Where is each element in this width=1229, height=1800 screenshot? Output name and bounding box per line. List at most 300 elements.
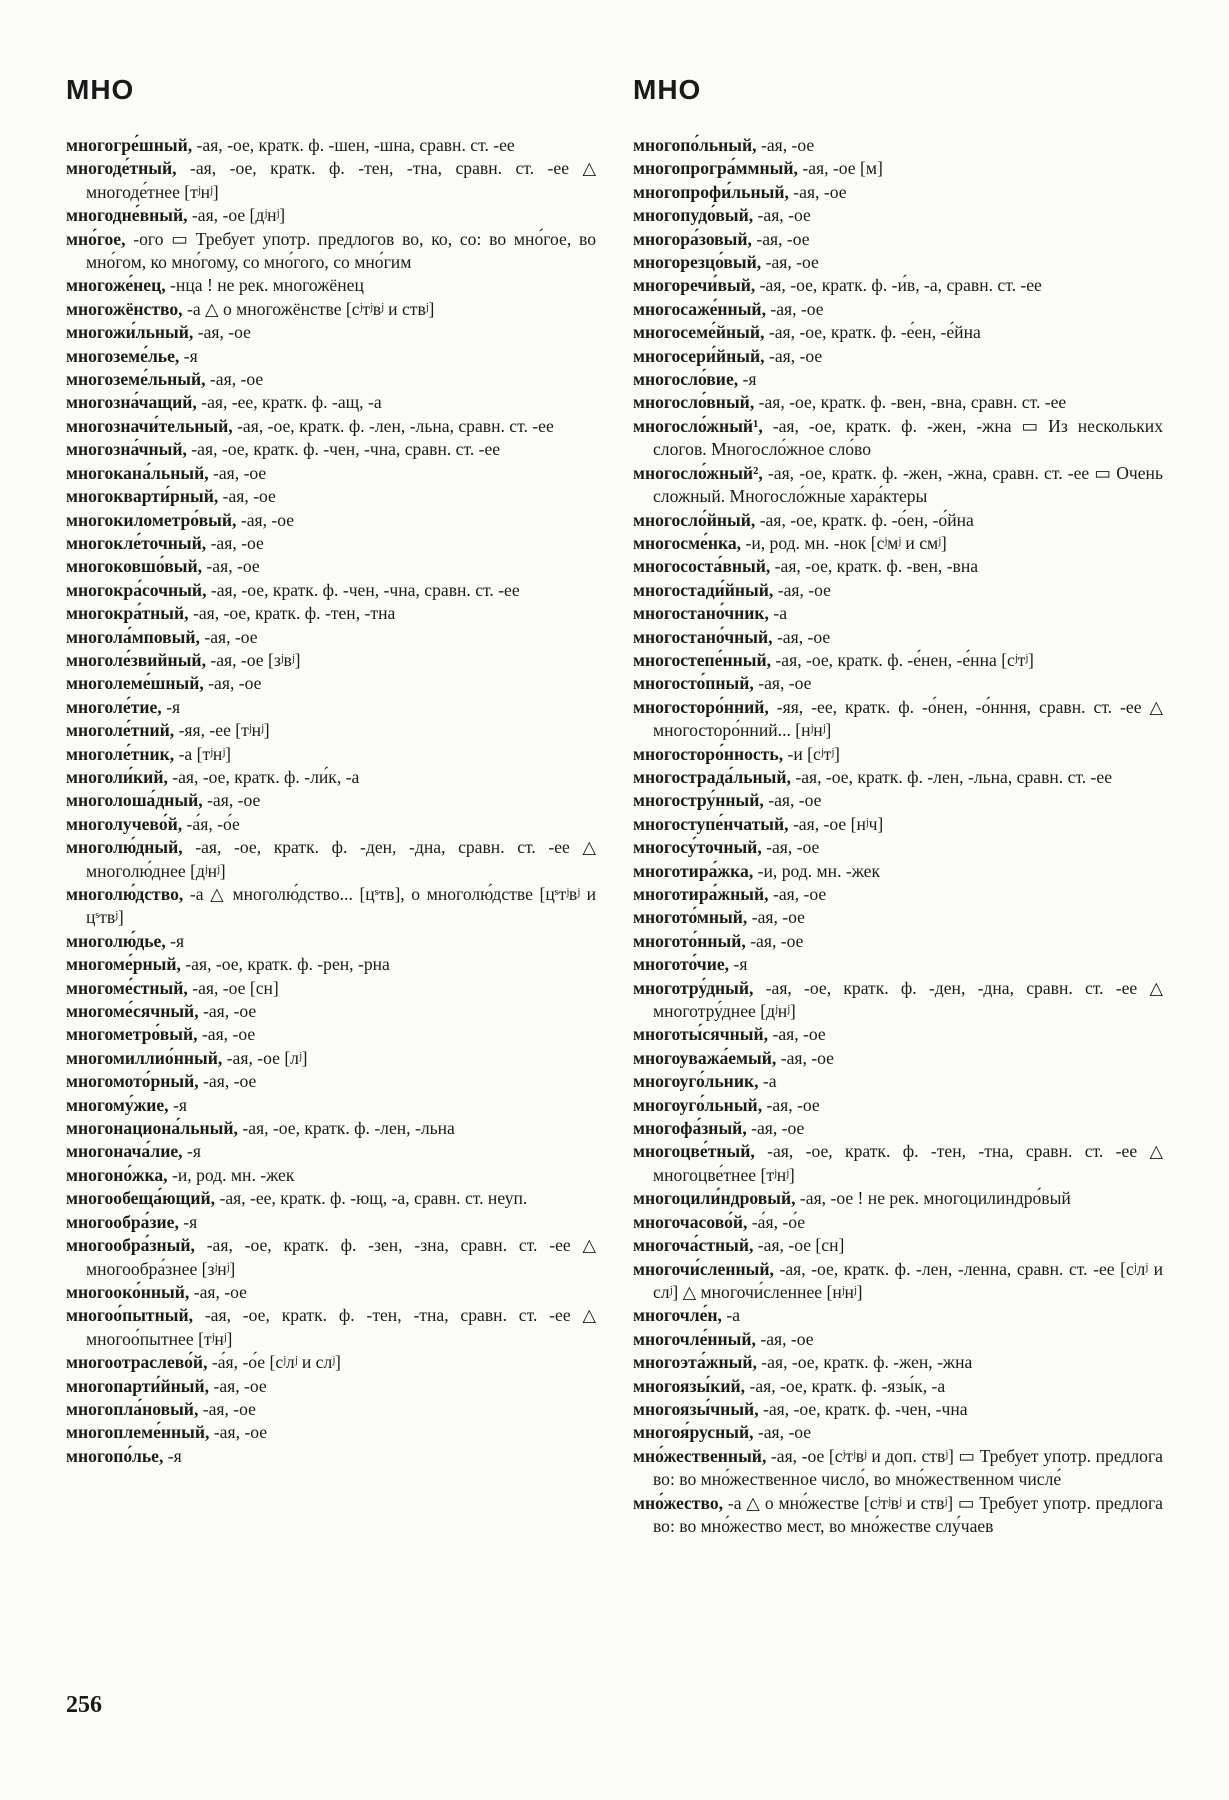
entry-headword: многоде́тный, (66, 158, 177, 179)
dictionary-entry (66, 649, 596, 672)
dictionary-entry (633, 1140, 1163, 1187)
entry-headword: многообеща́ющий, (66, 1188, 216, 1209)
entry-headword: многосло́жный¹, (633, 415, 763, 436)
entry-headword: многоотраслево́й, (66, 1352, 208, 1373)
dictionary-entry (633, 1445, 1163, 1492)
entry-grammar: -ая, -ое, кратк. ф. -жен, -жна (756, 1352, 973, 1373)
entry-grammar: -ая, -ое [сʲтʲвʲ и доп. ствʲ] ▭ Требует употр. предлога во: во мно́жественное число́, во мно́жественном числе́ (653, 1445, 1163, 1490)
entry-headword: многокилометро́вый, (66, 509, 237, 530)
dictionary-entry (633, 1117, 1163, 1140)
dictionary-entry (66, 485, 596, 508)
entry-headword: многоречи́вый, (633, 275, 756, 296)
entry-headword: многожёнство, (66, 298, 183, 319)
dictionary-entry (66, 157, 596, 204)
entry-grammar: -ая, -ое, кратк. ф. -вен, -вна (770, 556, 979, 577)
entry-headword: многофа́зный, (633, 1118, 747, 1139)
dictionary-entry (66, 789, 596, 812)
entry-headword: многоле́тник, (66, 743, 175, 764)
dictionary-entry (633, 1023, 1163, 1046)
entry-grammar: -ая, -ое, кратк. ф. -рен, -рна (180, 954, 390, 975)
entry-headword: многооко́нный, (66, 1281, 190, 1302)
entry-grammar: -ая, -ое (753, 673, 812, 694)
entry-grammar: -я (729, 954, 748, 975)
dictionary-entry (66, 391, 596, 414)
entry-headword: многоме́рный, (66, 954, 181, 975)
entry-grammar: -ая, -ое (747, 907, 805, 928)
entry-headword: многососта́вный, (633, 556, 771, 577)
entry-headword: многосаже́нный, (633, 298, 766, 319)
dictionary-entry (66, 813, 596, 836)
entry-grammar: -яя, -ее, кратк. ф. -о́нен, -о́нння, сравн. ст. -ее △ многосторо́нний... [нʲнʲ] (653, 696, 1163, 741)
dictionary-entry (66, 1281, 596, 1304)
dictionary-entry (633, 883, 1163, 906)
entry-headword: многоязы́кий, (633, 1375, 746, 1396)
entry-headword: многора́зовый, (633, 228, 752, 249)
entry-headword: многостано́чный, (633, 626, 773, 647)
entry-grammar: -ая, -ое (199, 626, 258, 647)
entry-headword: многоле́тний, (66, 720, 175, 741)
dictionary-entry (66, 836, 596, 883)
entry-headword: многокана́льный, (66, 462, 209, 483)
dictionary-entry (66, 1234, 596, 1281)
entry-grammar: -ая, -ое, кратк. ф. -тен, -тна, сравн. ст. -ее △ многоде́тнее [тʲнʲ] (86, 158, 596, 202)
entry-headword: многому́жие, (66, 1094, 169, 1115)
dictionary-entry (633, 1328, 1163, 1351)
entry-headword: многоязы́чный, (633, 1398, 759, 1419)
entry-grammar: -ая, -ое (205, 369, 264, 390)
entry-grammar: -ая, -ое (756, 135, 815, 155)
entry-grammar: -ая, -ое (209, 1422, 268, 1443)
dictionary-entry (66, 672, 596, 695)
entry-headword: многолоша́дный, (66, 790, 203, 811)
entry-grammar: -а △ о мно́жестве [сʲтʲвʲ и ствʲ] ▭ Требует употр. предлога во: во мно́жество мест, во мно́жестве слу́чаев (653, 1492, 1163, 1536)
entry-headword: многометро́вый, (66, 1024, 198, 1045)
dictionary-entry (66, 1398, 596, 1421)
entry-grammar: -ая, -ое ! не рек. многоцилиндро́вый (795, 1188, 1071, 1209)
dictionary-entry (66, 977, 596, 1000)
dictionary-entry (633, 1211, 1163, 1234)
entry-headword: многоме́стный, (66, 977, 188, 998)
entry-headword: многоты́сячный, (633, 1024, 769, 1045)
entry-headword: мно́жественный, (633, 1445, 767, 1466)
dictionary-entry (66, 1304, 596, 1351)
entry-headword: многоо́пытный, (66, 1305, 193, 1326)
entry-headword: многостади́йный, (633, 579, 774, 600)
entry-headword: мно́жество, (633, 1492, 724, 1513)
entry-grammar: -ая, -ое, кратк. ф. -о́ен, -о́йна (755, 509, 974, 530)
entry-headword: многонациона́льный, (66, 1118, 238, 1139)
entry-grammar: -ая, -ее, кратк. ф. -ющ, -а, сравн. ст. неуп. (215, 1188, 528, 1209)
entry-grammar: -ая, -ое, кратк. ф. -лен, -ленна, сравн. ст. -ее [сʲлʲ и слʲ] △ многочи́сленнее [нʲнʲ] (653, 1258, 1163, 1302)
entry-grammar: -ая, -ое [сн] (753, 1235, 845, 1256)
dictionary-entry (66, 532, 596, 555)
entry-headword: многокра́сочный, (66, 579, 207, 600)
entry-grammar: -ая, -ое, кратк. ф. -жен, -жна, сравн. ст. -ее ▭ Очень сложный. Многосло́жные хара́ктеры (653, 462, 1163, 507)
entry-headword: многосло́вие, (633, 369, 739, 390)
entry-grammar: -ая, -ое (198, 1071, 257, 1092)
entry-grammar: -ая, -ое [дʲнʲ] (187, 205, 286, 226)
page-number: 256 (66, 1692, 102, 1718)
entry-grammar: -а △ многолю́дство... [цˢтв], о многолю́дстве [цˢтʲвʲ и цˢтвʲ] (86, 884, 596, 928)
entry-headword: многожи́льный, (66, 322, 194, 343)
dictionary-entry (66, 1094, 596, 1117)
dictionary-entry (66, 438, 596, 461)
entry-headword: многосторо́нность, (633, 743, 784, 764)
entry-headword: многоле́звийный, (66, 649, 206, 670)
entry-headword: многосло́жный², (633, 462, 763, 483)
entry-grammar: -ая, -ое, кратк. ф. -ден, -дна, сравн. ст. -ее △ многолю́днее [дʲнʲ] (86, 837, 596, 881)
dictionary-entry (633, 602, 1163, 625)
entry-headword: многозна́чный, (66, 439, 187, 460)
dictionary-entry (66, 1187, 596, 1210)
entry-headword: многообра́зный, (66, 1235, 195, 1256)
dictionary-entry (66, 1023, 596, 1046)
dictionary-entry (66, 1351, 596, 1374)
entry-headword: многодне́вный, (66, 205, 188, 226)
dictionary-entry (633, 672, 1163, 695)
entry-grammar: -ая, -ее, кратк. ф. -ащ, -а (196, 392, 382, 413)
dictionary-entry (633, 836, 1163, 859)
dictionary-entry (66, 298, 596, 321)
dictionary-entry (633, 1234, 1163, 1257)
dictionary-entry (633, 204, 1163, 227)
dictionary-entry (66, 696, 596, 719)
entry-grammar: -ая, -ое, кратк. ф. -вен, -вна, сравн. ст. -ее (754, 392, 1067, 413)
entry-headword: многотира́жка, (633, 860, 754, 881)
entry-grammar: -я (161, 696, 181, 717)
entry-grammar: -ая, -ое (768, 884, 827, 904)
entry-grammar: -ая, -ое, кратк. ф. -лен, -льна (237, 1118, 455, 1139)
entry-grammar: -ая, -ое [нʲч] (788, 813, 884, 834)
entry-grammar: -ая, -ое, кратк. ф. -язы́к, -а (745, 1375, 946, 1396)
dictionary-entry (633, 789, 1163, 812)
entry-headword: многолю́дный, (66, 837, 183, 858)
dictionary-entry (633, 157, 1163, 180)
entry-grammar: -а [тʲнʲ] (174, 743, 231, 764)
entry-grammar: -а́я, -о́е (747, 1211, 806, 1232)
dictionary-entry (66, 321, 596, 344)
entry-list (633, 134, 1163, 1538)
entry-grammar: -ая, -ое (745, 930, 804, 951)
entry-headword: многотру́дный, (633, 977, 754, 998)
entry-grammar: -ая, -ое, кратк. ф. -шен, -шна, сравн. ст. -ее (192, 135, 515, 155)
entry-grammar: -яя, -ее [тʲнʲ] (174, 720, 270, 741)
dictionary-entry (633, 1421, 1163, 1444)
entry-headword: многочасово́й, (633, 1211, 748, 1232)
entry-grammar: -ая, -ое, кратк. ф. -тен, -тна, сравн. ст. -ее △ многоцве́тнее [тʲнʲ] (653, 1141, 1163, 1185)
entry-headword: многозна́чащий, (66, 392, 197, 413)
dictionary-entry (633, 1258, 1163, 1305)
entry-grammar: -ая, -ое (763, 790, 822, 811)
dictionary-entry (633, 1047, 1163, 1070)
entry-grammar: -ая, -ое (761, 837, 820, 858)
entry-headword: многосторо́нний, (633, 696, 769, 717)
entry-headword: многоступе́нчатый, (633, 813, 789, 834)
dictionary-entry (66, 953, 596, 976)
dictionary-entry (66, 930, 596, 953)
dictionary-entry (633, 953, 1163, 976)
entry-grammar: -ая, -ое (193, 322, 251, 343)
entry-headword: многочле́нный, (633, 1328, 756, 1349)
entry-grammar: -ая, -ое (746, 1118, 805, 1139)
dictionary-entry (66, 1445, 596, 1468)
entry-grammar: -я (179, 345, 198, 366)
entry-grammar: -ая, -ое, кратк. ф. -жен, -жна ▭ Из нескольких слогов. Многосло́жное сло́во (653, 415, 1163, 460)
entry-grammar: -и, род. мн. -нок [сʲмʲ и смʲ] (741, 532, 947, 553)
entry-headword: многопо́лье, (66, 1445, 164, 1466)
dictionary-entry (633, 274, 1163, 297)
entry-grammar: -ая, -ое (755, 1328, 814, 1349)
dictionary-entry (633, 766, 1163, 789)
entry-headword: многоно́жка, (66, 1164, 168, 1185)
entry-grammar: -я (182, 1141, 201, 1162)
entry-grammar: -ая, -ое [лʲ] (222, 1047, 308, 1068)
entry-grammar: -ая, -ое, кратк. ф. -тен, -тна, сравн. ст. -ее △ многоо́пытнее [тʲнʲ] (86, 1305, 596, 1349)
entry-grammar: -ая, -ое (753, 205, 811, 226)
entry-grammar: -ая, -ое [м] (797, 158, 883, 179)
dictionary-entry (633, 860, 1163, 883)
entry-grammar: -и, род. мн. -жек (753, 860, 881, 881)
entry-grammar: -ая, -ое (198, 1398, 256, 1419)
entry-headword: многоэта́жный, (633, 1352, 757, 1373)
dictionary-entry (66, 1117, 596, 1140)
dictionary-entry (633, 345, 1163, 368)
dictionary-entry (66, 743, 596, 766)
entry-grammar: -ая, -ое, кратк. ф. -чен, -чна, сравн. ст. -ее (186, 439, 501, 460)
column-header: МНО (66, 74, 135, 105)
dictionary-entry (633, 462, 1163, 509)
entry-headword: многопла́новый, (66, 1398, 199, 1419)
entry-grammar: -ая, -ое [сн] (187, 977, 279, 998)
entry-headword: многонача́лие, (66, 1141, 183, 1162)
entry-headword: многоя́русный, (633, 1422, 754, 1443)
entry-grammar: -ая, -ое (751, 228, 810, 249)
entry-grammar: -ая, -ое [зʲвʲ] (205, 649, 301, 670)
dictionary-entry (633, 743, 1163, 766)
dictionary-entry (633, 532, 1163, 555)
entry-headword: многостепе́нный, (633, 649, 772, 670)
entry-headword: многосто́пный, (633, 673, 754, 694)
dictionary-entry (66, 462, 596, 485)
dictionary-entry (633, 509, 1163, 532)
dictionary-entry (633, 1094, 1163, 1117)
entry-grammar: -ая, -ое, кратк. ф. -чен, -чна (758, 1398, 968, 1419)
entry-headword: многоуважа́емый, (633, 1047, 777, 1068)
dictionary-entry (633, 696, 1163, 743)
entry-grammar: -ая, -ое (236, 509, 295, 530)
entry-grammar: -нца ! не рек. многожёнец (165, 275, 364, 296)
entry-grammar: -а́я, -о́е (182, 813, 240, 834)
entry-grammar: -ая, -ое (189, 1281, 247, 1302)
entry-headword: многоле́тие, (66, 696, 162, 717)
entry-headword: многостано́чник, (633, 603, 769, 624)
entry-grammar: -я (738, 369, 757, 390)
entry-grammar: -я (178, 1211, 198, 1232)
dictionary-entry (633, 415, 1163, 462)
entry-list (66, 134, 596, 1468)
dictionary-entry (66, 883, 596, 930)
entry-headword: многоме́сячный, (66, 1001, 199, 1022)
entry-headword: многото́мный, (633, 907, 748, 928)
entry-grammar: -ая, -ое (773, 579, 831, 600)
entry-headword: многопрофи́льный, (633, 181, 789, 202)
entry-grammar: -ого ▭ Требует употр. предлогов во, ко, со: во мно́гое, во мно́гом, ко мно́гому, со мно́гого, со мно́гим (86, 228, 596, 273)
entry-headword: многомиллио́нный, (66, 1047, 223, 1068)
dictionary-entry (633, 1187, 1163, 1210)
dictionary-entry (633, 1351, 1163, 1374)
entry-grammar: -и [сʲтʲ] (783, 743, 840, 764)
entry-headword: многоуго́льник, (633, 1071, 759, 1092)
entry-headword: многомото́рный, (66, 1071, 199, 1092)
entry-headword: многоцве́тный, (633, 1141, 755, 1162)
entry-headword: многоже́нец, (66, 275, 166, 296)
dictionary-entry (66, 368, 596, 391)
dictionary-entry (633, 298, 1163, 321)
dictionary-entry (66, 1047, 596, 1070)
entry-headword: многосу́точный, (633, 837, 762, 858)
entry-headword: многостру́нный, (633, 790, 764, 811)
entry-grammar: -а́я, -о́е [сʲлʲ и слʲ] (207, 1352, 341, 1373)
entry-grammar: -а (758, 1071, 777, 1092)
entry-headword: многопудо́вый, (633, 205, 754, 226)
entry-grammar: -я (163, 1445, 182, 1466)
entry-headword: многолю́дье, (66, 930, 166, 951)
dictionary-entry (633, 626, 1163, 649)
dictionary-entry (633, 906, 1163, 929)
entry-headword: многочи́сленный, (633, 1258, 774, 1279)
entry-grammar: -ая, -ое (761, 252, 819, 273)
dictionary-entry (633, 1492, 1163, 1539)
dictionary-entry (633, 134, 1163, 157)
entry-headword: многосеме́йный, (633, 322, 765, 343)
entry-grammar: -а (768, 603, 788, 624)
entry-grammar: -ая, -ое, кратк. ф. -тен, -тна (188, 603, 396, 624)
entry-headword: многоли́кий, (66, 766, 168, 787)
entry-grammar: -ая, -ое (202, 556, 260, 577)
dictionary-entry (66, 1164, 596, 1187)
entry-headword: многострада́льный, (633, 766, 791, 787)
entry-grammar: -я (168, 1094, 187, 1115)
entry-grammar: -ая, -ое (765, 298, 824, 319)
dictionary-entry (66, 204, 596, 227)
entry-headword: многоцили́ндровый, (633, 1188, 796, 1209)
dictionary-entry (66, 415, 596, 438)
dictionary-entry (633, 1375, 1163, 1398)
dictionary-entry (66, 345, 596, 368)
entry-headword: многопо́льный, (633, 135, 757, 155)
entry-grammar: -ая, -ое (202, 790, 261, 811)
entry-headword: многопарти́йный, (66, 1375, 210, 1396)
dictionary-entry (66, 1140, 596, 1163)
entry-grammar: -ая, -ое (197, 1024, 256, 1045)
entry-headword: многорезцо́вый, (633, 252, 762, 273)
entry-headword: многоплеме́нный, (66, 1422, 210, 1443)
dictionary-entry (633, 228, 1163, 251)
dictionary-entry (633, 977, 1163, 1024)
entry-grammar: -ая, -ое (206, 532, 264, 553)
column-header: МНО (633, 74, 702, 105)
dictionary-entry (633, 1398, 1163, 1421)
dictionary-entry (66, 274, 596, 297)
entry-headword: многото́чие, (633, 954, 730, 975)
entry-grammar: -ая, -ое, кратк. ф. -е́нен, -е́нна [сʲтʲ] (771, 649, 1034, 670)
entry-grammar: -ая, -ое, кратк. ф. -лен, -льна, сравн. ст. -ее (232, 415, 554, 436)
entry-headword: мно́гое, (66, 228, 126, 249)
entry-headword: многоча́стный, (633, 1235, 754, 1256)
entry-headword: многоуго́льный, (633, 1094, 763, 1115)
dictionary-entry (633, 555, 1163, 578)
entry-grammar: -ая, -ое (762, 1094, 820, 1115)
entry-grammar: -и, род. мн. -жек (167, 1164, 295, 1185)
entry-grammar: -ая, -ое, кратк. ф. -чен, -чна, сравн. ст. -ее (206, 579, 520, 600)
entry-headword: многосери́йный, (633, 345, 765, 366)
right-column (633, 74, 1163, 1538)
entry-grammar: -ая, -ое (203, 673, 262, 694)
dictionary-entry (633, 930, 1163, 953)
entry-headword: многола́мповый, (66, 626, 200, 647)
entry-headword: многочле́н, (633, 1305, 722, 1326)
entry-grammar: -ая, -ое (218, 486, 276, 507)
entry-grammar: -ая, -ое (772, 626, 831, 647)
entry-grammar: -ая, -ое, кратк. ф. -и́в, -а, сравн. ст. -ее (755, 275, 1042, 296)
dictionary-entry (633, 579, 1163, 602)
dictionary-entry (633, 251, 1163, 274)
entry-grammar: -ая, -ое, кратк. ф. -лен, -льна, сравн. ст. -ее (790, 766, 1113, 787)
entry-headword: многолю́дство, (66, 884, 184, 904)
entry-headword: многокле́точный, (66, 532, 207, 553)
dictionary-entry (633, 181, 1163, 204)
entry-grammar: -ая, -ое (208, 462, 267, 483)
dictionary-entry (633, 368, 1163, 391)
dictionary-entry (66, 1000, 596, 1023)
dictionary-entry (633, 1304, 1163, 1327)
dictionary-entry (66, 766, 596, 789)
dictionary-entry (66, 1070, 596, 1093)
dictionary-entry (66, 1421, 596, 1444)
entry-grammar: -ая, -ое (198, 1001, 257, 1022)
dictionary-entry (633, 813, 1163, 836)
dictionary-entry (633, 1070, 1163, 1093)
entry-grammar: -ая, -ое (788, 181, 847, 202)
entry-headword: многокварти́рный, (66, 486, 219, 507)
entry-headword: многото́нный, (633, 930, 746, 951)
dictionary-entry (633, 321, 1163, 344)
entry-headword: многотира́жный, (633, 884, 769, 904)
dictionary-entry (66, 1211, 596, 1234)
entry-headword: многоковшо́вый, (66, 556, 203, 577)
entry-grammar: -ая, -ое (776, 1047, 834, 1068)
entry-headword: многоземе́лье, (66, 345, 180, 366)
entry-grammar: -я (165, 930, 185, 951)
dictionary-entry (633, 649, 1163, 672)
entry-headword: многосло́вный, (633, 392, 755, 413)
entry-grammar: -ая, -ое, кратк. ф. -ли́к, -а (167, 766, 360, 787)
entry-grammar: -ая, -ое, кратк. ф. -ден, -дна, сравн. ст. -ее △ многотру́днее [дʲнʲ] (653, 977, 1163, 1022)
entry-grammar: -а △ о многожёнстве [сʲтʲвʲ и ствʲ] (182, 298, 435, 319)
entry-grammar: -ая, -ое, кратк. ф. -зен, -зна, сравн. ст. -ее △ многообра́знее [зʲнʲ] (86, 1235, 596, 1279)
dictionary-entry (633, 391, 1163, 414)
entry-headword: многолучево́й, (66, 813, 183, 834)
entry-grammar: -ая, -ое (764, 345, 823, 366)
entry-headword: многогре́шный, (66, 135, 193, 155)
dictionary-entry (66, 1375, 596, 1398)
dictionary-entry (66, 579, 596, 602)
dictionary-entry (66, 602, 596, 625)
entry-grammar: -а (721, 1305, 741, 1326)
entry-headword: многосло́йный, (633, 509, 756, 530)
entry-grammar: -ая, -ое, кратк. ф. -е́ен, -е́йна (764, 322, 981, 343)
dictionary-entry (66, 555, 596, 578)
